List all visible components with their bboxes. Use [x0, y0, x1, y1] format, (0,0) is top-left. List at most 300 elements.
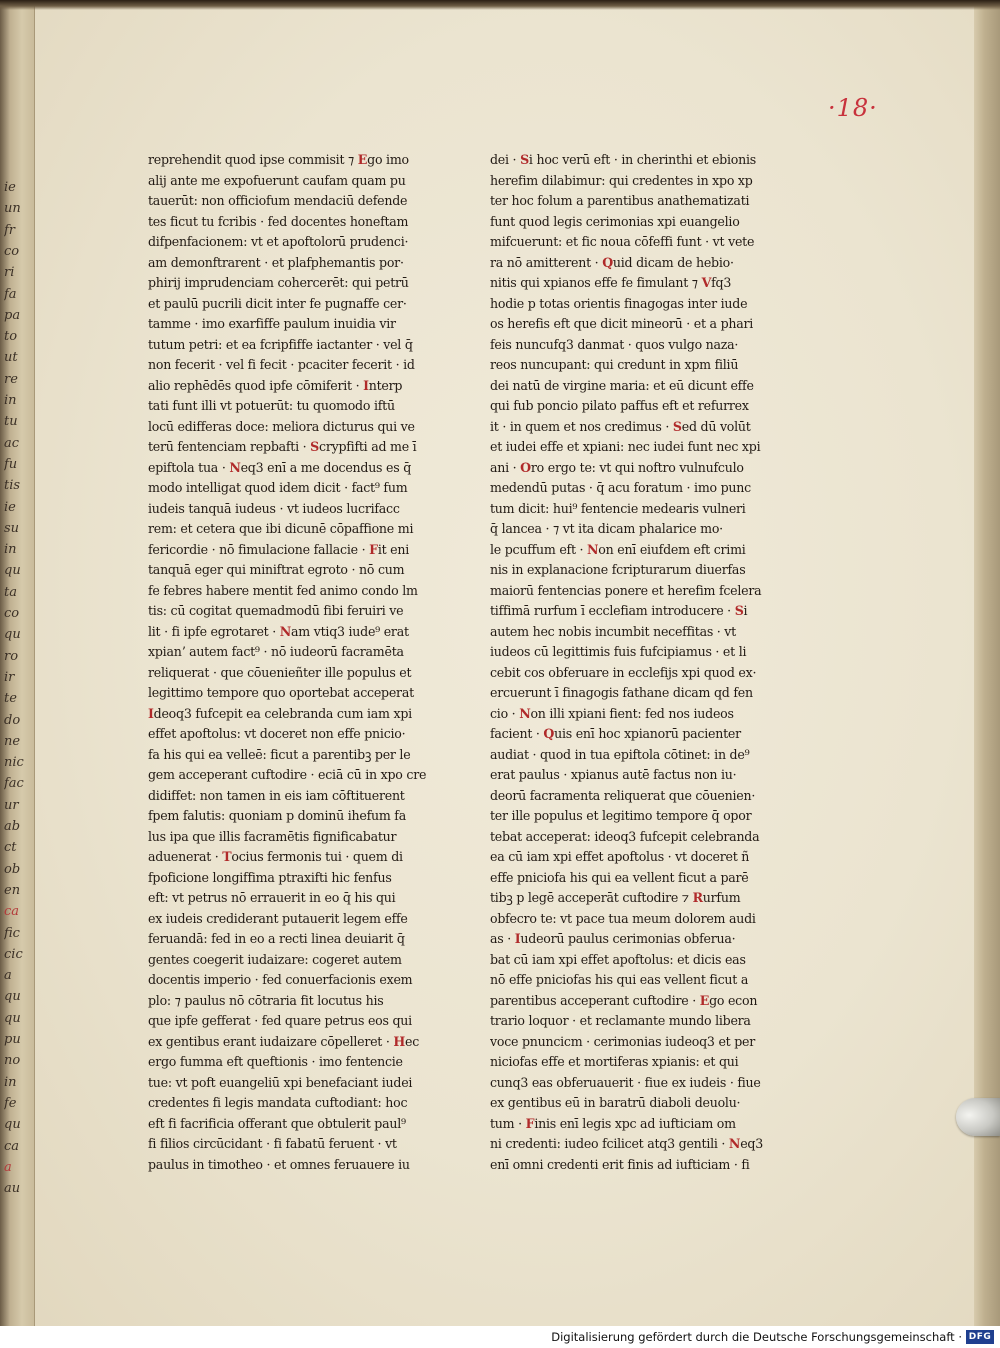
text-segment: tanquā eger qui miniftrat egroto · nō cum — [148, 562, 405, 577]
text-segment: q̄ lancea · ⁊ vt ita dicam phalarice mo· — [490, 521, 723, 536]
text-line — [490, 786, 810, 807]
text-line — [148, 417, 468, 438]
text-line — [148, 950, 468, 971]
text-segment: ed dū volūt — [681, 418, 751, 434]
previous-page-fragment: a — [4, 968, 12, 984]
previous-page-fragment: in — [4, 542, 17, 558]
text-segment: effet apoftolus: vt doceret non effe pnicio· — [148, 726, 406, 741]
text-line — [148, 253, 468, 274]
text-segment: gentes coegerit iudaizare: cogeret autem — [148, 951, 402, 967]
text-line — [490, 1032, 810, 1053]
text-segment: didiffet: non tamen in eis iam cōftituerent — [148, 787, 405, 803]
rubricated-initial: E — [357, 152, 368, 167]
text-segment: facient · — [490, 726, 544, 741]
text-line — [148, 294, 468, 315]
text-line — [490, 1073, 810, 1094]
text-segment: nis in explanacione fcripturarum diuerfas — [490, 562, 746, 577]
funding-credit: Digitalisierung gefördert durch die Deutsche Forschungsgemeinschaft · — [551, 1330, 962, 1344]
previous-page-fragment: te — [4, 691, 17, 707]
text-line — [148, 970, 468, 991]
text-segment: on enī eiufdem eft crimi — [598, 541, 746, 557]
text-line — [148, 581, 468, 602]
text-segment: tum · — [490, 1115, 526, 1131]
text-segment: i — [743, 603, 748, 618]
text-line — [148, 642, 468, 663]
text-segment: xpianʼ autem fact⁹ · nō iudeorū facramēta — [148, 644, 404, 659]
text-line — [490, 253, 810, 274]
text-segment: paulus in timotheo · et omnes feruauere iu — [148, 1156, 410, 1172]
text-line — [148, 171, 468, 192]
rubricated-initial: N — [728, 1136, 741, 1151]
text-line — [490, 745, 810, 766]
text-segment: iudeis tanquā iudeus · vt iudeos lucrifacc — [148, 500, 400, 516]
text-line — [490, 601, 810, 622]
text-line — [148, 273, 468, 294]
text-segment: phirij imprudenciam cohercerēt: qui petrū — [148, 275, 409, 290]
text-segment: non fecerit · vel fi fecit · pcaciter fecerit · id — [148, 357, 415, 372]
text-line — [490, 806, 810, 827]
text-segment: nitis qui xpianos effe fe fimulant ⁊ — [490, 275, 702, 290]
text-segment: locū edifferas doce: meliora dicturus qui ve — [148, 418, 415, 434]
text-segment: docentis imperio · fed conuerfacionis exem — [148, 972, 413, 987]
rubricated-initial: Q — [543, 726, 555, 741]
previous-page-fragment: co — [4, 606, 20, 621]
text-segment: nterp — [368, 377, 403, 393]
text-line — [490, 724, 810, 745]
text-segment: audiat · quod in tua epiftola cōtinet: in de⁹ — [490, 746, 750, 762]
text-line — [490, 232, 810, 253]
text-column-left — [148, 150, 468, 1175]
text-segment: et paulū pucrili dicit inter fe pugnaffe cer· — [148, 295, 407, 311]
text-segment: autem hec nobis incumbit neceffitas · vt — [490, 623, 736, 639]
text-line — [490, 642, 810, 663]
text-segment: cunq3 eas obferuauerit · fiue ex iudeis · fiue — [490, 1074, 761, 1090]
text-line — [490, 847, 810, 868]
text-line — [490, 1093, 810, 1114]
text-segment: alio rephēdēs quod ipfe cōmiferit · — [148, 377, 364, 393]
previous-page-fragment: in — [4, 393, 17, 408]
text-segment: tebat acceperat: ideoq3 fufcepit celebranda — [490, 828, 760, 844]
text-line — [490, 1134, 810, 1155]
text-segment: crypfifti ad me ī — [319, 439, 417, 454]
text-segment: ni credenti: iudeo fcilicet atq3 gentili · — [490, 1136, 729, 1151]
text-line — [148, 622, 468, 643]
previous-page-fragment: cic — [4, 946, 23, 962]
text-segment: udeorū paulus cerimonias obferua· — [520, 931, 736, 946]
text-line — [148, 437, 468, 458]
text-line — [148, 1134, 468, 1155]
text-segment: ex gentibus eū in baratrū diaboli deuolu· — [490, 1095, 741, 1110]
previous-page-edge — [0, 0, 35, 1326]
text-segment: tati funt illi vt potuerūt: tu quomodo iftū — [148, 398, 395, 413]
rubricated-initial: I — [363, 377, 369, 393]
page-edge-top — [0, 0, 1000, 10]
text-line — [490, 1011, 810, 1032]
text-segment: bat cū iam xpi effet apoftolus: et dicis eas — [490, 951, 746, 967]
text-line — [490, 212, 810, 233]
previous-page-fragment: ob — [4, 861, 21, 877]
previous-page-fragment: ne — [4, 733, 21, 749]
footer-bar — [0, 1326, 1000, 1348]
text-line — [148, 909, 468, 930]
text-line — [148, 478, 468, 499]
text-line — [148, 212, 468, 233]
text-segment: dei · — [490, 152, 521, 167]
text-line — [490, 683, 810, 704]
previous-page-fragment: su — [4, 520, 20, 536]
text-line — [490, 827, 810, 848]
previous-page-fragment: ie — [4, 499, 16, 515]
previous-page-fragment: fa — [4, 286, 17, 302]
text-segment: ro ergo te: vt qui noftro vulnufculo — [530, 459, 744, 475]
text-line — [148, 191, 468, 212]
text-line — [490, 437, 810, 458]
text-segment: tibꝫ p legē acceperāt cuftodire ⁊ — [490, 890, 693, 905]
text-segment: difpenfacionem: vt et apoftolorū prudenci· — [148, 234, 409, 249]
text-segment: tis: cū cogitat quemadmodū fibi feruiri ve — [148, 603, 404, 618]
previous-page-fragment: ir — [4, 669, 15, 685]
text-line — [490, 314, 810, 335]
previous-page-fragment: ri — [4, 265, 15, 281]
previous-page-fragment: en — [4, 882, 21, 898]
text-line — [490, 478, 810, 499]
text-segment: go econ — [709, 992, 758, 1008]
previous-page-fragment: pa — [4, 307, 21, 323]
text-line — [490, 868, 810, 889]
previous-page-fragment: to — [4, 329, 18, 345]
previous-page-fragment: ta — [4, 584, 17, 600]
text-segment: fpoficione longiffima ptraxifti hic fenfus — [148, 869, 392, 885]
text-segment: qui fub poncio pilato paffus eft et refurrex — [490, 398, 749, 413]
previous-page-fragment: a — [4, 1159, 12, 1175]
previous-page-fragment: no — [4, 1053, 21, 1069]
rubricated-initial: F — [525, 1115, 535, 1131]
text-line — [490, 191, 810, 212]
text-segment: ea cū iam xpi effet apoftolus · vt doceret ñ — [490, 849, 750, 864]
text-segment: rem: et cetera que ibi dicunē cōpaffione mi — [148, 521, 414, 536]
previous-page-fragment: qu — [4, 627, 21, 643]
text-segment: legittimo tempore quo oportebat acceperat — [148, 685, 414, 700]
folio-number: ·18· — [828, 94, 878, 122]
previous-page-fragment: ca — [4, 904, 20, 920]
text-segment: tes ficut tu fcribis · fed docentes honeftam — [148, 213, 409, 229]
dfg-logo: DFG — [966, 1330, 994, 1344]
text-line — [148, 499, 468, 520]
text-line — [490, 1114, 810, 1135]
text-segment: it eni — [377, 541, 409, 557]
previous-page-fragment: fac — [4, 776, 24, 792]
previous-page-fragment: ie — [4, 180, 16, 195]
text-segment: fericordie · nō fimulacione fallacie · — [148, 541, 370, 557]
text-segment: voce pnuncicm · cerimonias iudeoq3 et per — [490, 1033, 755, 1049]
previous-page-fragment: ab — [4, 819, 21, 834]
text-line — [490, 909, 810, 930]
rubricated-initial: N — [279, 623, 292, 639]
text-segment: tutum petri: et ea fcripfiffe iactanter · vel q̄ — [148, 336, 413, 352]
rubricated-initial: T — [222, 849, 232, 864]
rubricated-initial: N — [229, 459, 241, 475]
text-segment: am vtiq3 iude⁹ erat — [291, 623, 409, 639]
text-segment: eq3 — [740, 1136, 763, 1151]
text-line — [148, 335, 468, 356]
text-segment: am demonftrarent · et plafphemantis por· — [148, 254, 404, 270]
text-segment: ter hoc folum a parentibus anathematizati — [490, 193, 750, 208]
text-line — [148, 232, 468, 253]
rubricated-initial: Q — [602, 254, 613, 270]
text-segment: tiffimā rurfum ī ecclefiam introducere · — [490, 603, 735, 618]
text-segment: parentibus acceperant cuftodire · — [490, 992, 700, 1008]
rubricated-initial: S — [672, 418, 682, 434]
text-segment: eft fi facrificia offerant que obtulerit paul⁹ — [148, 1115, 406, 1131]
text-segment: ex iudeis crediderant putauerit legem effe — [148, 910, 408, 926]
text-segment: niciofas effe et mortiferas xpianis: et qui — [490, 1054, 739, 1069]
text-segment: uid dicam de hebio· — [612, 254, 734, 270]
text-line — [148, 376, 468, 397]
text-segment: eft: vt petrus nō errauerit in eo q̄ his qui — [148, 890, 396, 905]
text-line — [148, 929, 468, 950]
previous-page-fragment: in — [4, 1074, 17, 1090]
text-line — [148, 724, 468, 745]
text-line — [490, 499, 810, 520]
text-line — [490, 991, 810, 1012]
previous-page-fragment: tis — [4, 478, 21, 494]
text-segment: et iudei effe et xpiani: nec iudei funt nec xpi — [490, 439, 761, 454]
text-line — [490, 1052, 810, 1073]
previous-page-fragment: qu — [4, 989, 21, 1005]
text-segment: plo: ⁊ paulus nō cōtraria fit locutus his — [148, 992, 384, 1008]
text-segment: tum dicit: hui⁹ fentencie medearis vulneri — [490, 500, 746, 516]
text-line — [490, 622, 810, 643]
text-segment: it · in quem et nos credimus · — [490, 418, 673, 434]
text-segment: maiorū fentencias ponere et herefim fcelera — [490, 582, 762, 598]
text-line — [148, 519, 468, 540]
text-segment: lit · fi ipfe egrotaret · — [148, 623, 280, 639]
text-line — [490, 150, 810, 171]
text-segment: go imo — [367, 152, 409, 167]
text-line — [490, 396, 810, 417]
text-segment: ergo fumma eft queftionis · imo fentencie — [148, 1054, 403, 1069]
text-segment: alij ante me expofuerunt caufam quam pu — [148, 172, 406, 188]
rubricated-initial: N — [519, 705, 531, 721]
text-segment: ercuerunt ī finagogis fathane dicam qd fen — [490, 685, 753, 700]
text-segment: funt quod legis cerimonias xpi euangelio — [490, 213, 740, 229]
previous-page-fragment: ac — [4, 435, 20, 451]
text-segment: as · — [490, 931, 515, 946]
text-line — [148, 991, 468, 1012]
text-line — [490, 335, 810, 356]
text-line — [148, 868, 468, 889]
previous-page-fragment: nic — [4, 755, 24, 771]
text-segment: fpem falutis: quoniam p dominū ihefum fa — [148, 808, 406, 823]
previous-page-fragment: re — [4, 371, 18, 387]
previous-page-fragment: ur — [4, 797, 19, 813]
rubricated-initial: S — [310, 439, 320, 454]
text-segment: deorū facramenta reliquerat que cōuenien· — [490, 787, 756, 803]
text-line — [148, 827, 468, 848]
text-segment: fq3 — [711, 275, 732, 290]
text-line — [148, 786, 468, 807]
text-line — [148, 704, 468, 725]
text-segment: erat paulus · xpianus autē factus non iu· — [490, 767, 737, 782]
text-segment: eq3 enī a me docendus es q̄ — [240, 459, 412, 475]
previous-page-fragment: au — [4, 1181, 21, 1197]
text-segment: trario loquor · et reclamante mundo libera — [490, 1013, 751, 1028]
text-segment: uis enī hoc xpianorū pacienter — [554, 726, 741, 741]
text-line — [148, 1032, 468, 1053]
rubricated-initial: V — [701, 275, 712, 290]
text-segment: gem acceperant cuftodire · eciā cū in xpo cre — [148, 767, 427, 782]
previous-page-fragment: ro — [4, 648, 19, 664]
text-line — [490, 273, 810, 294]
text-segment: feruandā: fed in eo a recti linea deuiarit q̄ — [148, 931, 405, 946]
text-line — [148, 806, 468, 827]
text-line — [490, 1155, 810, 1176]
text-line — [490, 970, 810, 991]
text-segment: fi filios circūcidant · fi fabatū feruent · vt — [148, 1136, 397, 1151]
text-segment: aduenerat · — [148, 849, 223, 864]
text-line — [490, 929, 810, 950]
text-line — [490, 704, 810, 725]
text-line — [490, 171, 810, 192]
text-line — [490, 519, 810, 540]
rubricated-initial: H — [393, 1033, 406, 1049]
text-segment: epiftola tua · — [148, 459, 230, 475]
text-line — [148, 888, 468, 909]
text-line — [148, 1073, 468, 1094]
text-segment: inis enī legis xpc ad iufticiam om — [534, 1115, 736, 1131]
previous-page-fragment: ca — [4, 1138, 20, 1154]
text-column-right — [490, 150, 810, 1175]
text-segment: obfecro te: vt pace tua meum dolorem audi — [490, 910, 756, 926]
text-line — [148, 150, 468, 171]
text-line — [490, 540, 810, 561]
rubricated-initial: S — [520, 152, 529, 167]
text-line — [490, 376, 810, 397]
text-line — [148, 314, 468, 335]
text-line — [148, 560, 468, 581]
text-segment: ex gentibus erant iudaizare cōpelleret · — [148, 1033, 394, 1049]
text-line — [148, 683, 468, 704]
text-segment: terū fentenciam repbafti · — [148, 439, 311, 454]
text-line — [148, 847, 468, 868]
text-segment: fa his qui ea velleē: ficut a parentibꝫ per le — [148, 746, 411, 762]
text-segment: ra nō amitterent · — [490, 254, 603, 270]
rubricated-initial: I — [514, 931, 521, 946]
text-line — [490, 560, 810, 581]
text-line — [490, 765, 810, 786]
rubricated-initial: E — [699, 992, 710, 1008]
text-segment: modo intelligat quod idem dicit · fact⁹ fum — [148, 480, 408, 495]
text-segment: urfum — [702, 890, 741, 905]
text-segment: iudeos cū legittimis fuis fufcipiamus · et li — [490, 644, 747, 659]
text-line — [148, 458, 468, 479]
text-segment: herefim dilabimur: qui credentes in xpo xp — [490, 172, 753, 188]
previous-page-fragment: qu — [4, 1117, 21, 1133]
text-line — [148, 1011, 468, 1032]
text-line — [148, 1114, 468, 1135]
previous-page-fragment: co — [4, 243, 20, 259]
text-segment: tauerūt: non officiofum mendaciū defende — [148, 193, 408, 208]
text-line — [490, 950, 810, 971]
text-segment: ter ille populus et legitimo tempore q̄ opor — [490, 808, 752, 823]
text-line — [490, 294, 810, 315]
text-segment: medendū putas · q̄ acu foratum · imo punc — [490, 480, 751, 495]
previous-page-fragment: fe — [4, 1095, 17, 1111]
text-segment: deoq3 fufcepit ea celebranda cum iam xpi — [153, 705, 412, 721]
text-segment: le pcuffum eft · — [490, 541, 588, 557]
previous-page-fragment: pu — [4, 1032, 21, 1047]
text-segment: ani · — [490, 459, 521, 475]
text-segment: credentes fi legis mandata cuftodiant: hoc — [148, 1095, 408, 1110]
text-segment: que ipfe gefferat · fed quare petrus eos qui — [148, 1013, 412, 1028]
text-line — [148, 663, 468, 684]
previous-page-fragment: fr — [4, 222, 16, 238]
text-segment: nō effe pniciofas his qui eas vellent ficut a — [490, 972, 749, 987]
text-segment: mifcuerunt: et fic noua cōfeffi funt · vt vete — [490, 234, 755, 249]
text-segment: effe pniciofa his qui ea vellent ficut a parē — [490, 869, 749, 885]
previous-page-fragment: tu — [4, 414, 18, 430]
rubricated-initial: S — [734, 603, 744, 618]
text-line — [490, 417, 810, 438]
text-line — [148, 745, 468, 766]
previous-page-fragment: qu — [4, 563, 21, 579]
text-line — [148, 396, 468, 417]
previous-page-fragment: fic — [4, 925, 20, 941]
text-segment: enī omni credenti erit finis ad iufticiam · fi — [490, 1156, 750, 1172]
previous-page-fragment: ct — [4, 840, 17, 856]
previous-page-fragment: ut — [4, 350, 18, 366]
text-line — [148, 540, 468, 561]
text-segment: cio · — [490, 705, 520, 721]
rubricated-initial: R — [692, 890, 703, 905]
text-segment: reliquerat · que cōuenieñter ille populus et — [148, 664, 412, 680]
text-line — [148, 1155, 468, 1176]
text-segment: dei natū de virgine maria: et eū dicunt effe — [490, 377, 754, 393]
text-line — [490, 355, 810, 376]
text-segment: i hoc verū eft · in cherinthi et ebionis — [528, 152, 756, 167]
text-segment: tamme · imo exarfiffe paulum inuidia vir — [148, 316, 396, 331]
text-line — [490, 888, 810, 909]
text-line — [148, 601, 468, 622]
previous-page-fragment: un — [4, 201, 21, 217]
bookmark-tab — [956, 1098, 1000, 1136]
text-segment: ocius fermonis tui · quem di — [231, 849, 403, 864]
rubricated-initial: O — [520, 459, 531, 475]
text-segment: ec — [405, 1033, 420, 1049]
text-segment: lus ipa que illis facramētis fignificabatur — [148, 828, 397, 844]
text-line — [148, 1093, 468, 1114]
text-segment: os herefis eft que dicit mineorū · et a phari — [490, 316, 754, 331]
rubricated-initial: F — [369, 541, 378, 557]
text-line — [490, 581, 810, 602]
text-line — [490, 663, 810, 684]
text-segment: hodie p totas orientis finagogas inter iude — [490, 295, 748, 311]
text-segment: tue: vt poft euangeliū xpi benefaciant iudei — [148, 1074, 413, 1090]
previous-page-fragment: fu — [4, 456, 18, 472]
text-segment: cebit cos obferuare in ecclefijs xpi quod ex· — [490, 664, 757, 680]
rubricated-initial: I — [148, 705, 154, 721]
previous-page-fragment: do — [4, 712, 21, 728]
text-line — [490, 458, 810, 479]
rubricated-initial: N — [587, 541, 599, 557]
text-segment: reos nuncupant: qui credunt in xpm filiū — [490, 357, 739, 372]
text-segment: on illi xpiani fient: fed nos iudeos — [530, 705, 734, 721]
previous-page-fragment: qu — [4, 1010, 21, 1026]
text-line — [148, 355, 468, 376]
text-segment: reprehendit quod ipse commisit ⁊ — [148, 152, 358, 167]
text-line — [148, 765, 468, 786]
text-segment: feis nuncufq3 danmat · quos vulgo naza· — [490, 336, 739, 352]
